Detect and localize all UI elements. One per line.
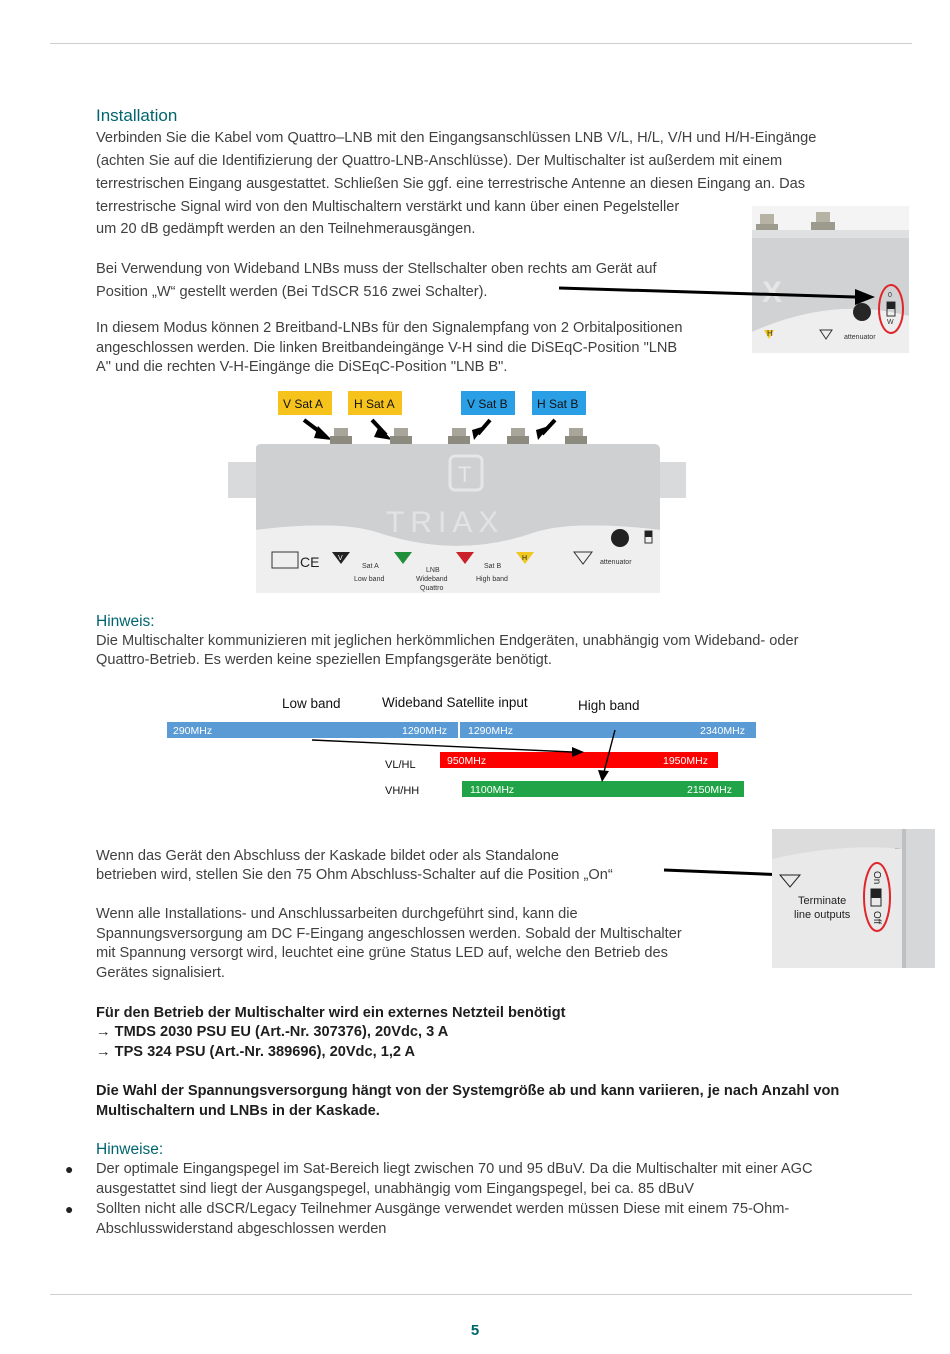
- hinweise-item-line: Der optimale Eingangspegel im Sat-Bereich liegt zwischen 70 und 95 dBuV. Da die Multischalter mit einer AGC: [96, 1161, 813, 1177]
- pointer-arrow-1: [555, 280, 885, 306]
- freq-label: 290MHz: [173, 725, 213, 737]
- text-line: Verbinden Sie die Kabel vom Quattro–LNB mit den Eingangsanschlüssen LNB V/L, H/L, V/H und H/H-Eingänge: [96, 130, 817, 146]
- freq-label: 1950MHz: [663, 755, 708, 767]
- zero-label: 0: [888, 292, 892, 299]
- label-text: V Sat B: [467, 397, 508, 411]
- hinweis-line: Quattro-Betrieb. Es werden keine speziellen Empfangsgeräte benötigt.: [96, 652, 552, 668]
- w-label: W: [887, 319, 894, 326]
- freq-label: 2150MHz: [687, 784, 732, 796]
- hinweise-item-line: Sollten nicht alle dSCR/Legacy Teilnehmer Ausgänge verwendet werden müssen Diese mit einem 75-Ohm-: [96, 1201, 790, 1217]
- hinweis-title: Hinweis:: [96, 613, 155, 630]
- brand-logo: TRIAX: [386, 506, 505, 539]
- on-label: On: [871, 871, 882, 885]
- terminate-photo-line1: Terminate: [798, 895, 847, 907]
- port-letter: H: [522, 555, 528, 562]
- power-note: Die Wahl der Spannungsversorgung hängt von der Systemgröße ab und kann variieren, je nach Anzahl von: [96, 1083, 840, 1099]
- svg-text:T: T: [458, 462, 472, 487]
- label-text: H Sat B: [537, 397, 579, 411]
- device-photo: [226, 390, 688, 593]
- attenuator-label: attenuator: [844, 334, 876, 341]
- ce-mark: CE: [300, 554, 320, 570]
- hinweise-item-line: Abschlusswiderstand abgeschlossen werden: [96, 1221, 387, 1237]
- freq-label: 1290MHz: [402, 725, 447, 737]
- psu-option: → TPS 324 PSU (Art.-Nr. 389696), 20Vdc, 1,2 A: [96, 1044, 416, 1060]
- text-line: Bei Verwendung von Wideband LNBs muss der Stellschalter oben rechts am Gerät auf: [96, 261, 657, 277]
- power-info-line: mit Spannung versorgt wird, leuchtet eine grüne Status LED auf, welche den Betrieb des: [96, 945, 668, 961]
- vl-hl-label: VL/HL: [385, 759, 416, 771]
- text-line: um 20 dB gedämpft werden an den Teilnehmerausgängen.: [96, 221, 476, 237]
- text-line: Position „W“ gestellt werden (Bei TdSCR 516 zwei Schalter).: [96, 284, 488, 300]
- sat-b-label: Sat B: [484, 563, 502, 570]
- freq-label: 950MHz: [447, 755, 487, 767]
- svg-text:X: X: [762, 276, 783, 309]
- h-label: H: [767, 329, 773, 338]
- text-line: terrestrischen Eingang ausgestattet. Schließen Sie ggf. eine terrestrische Antenne an diesen Eingang an. Das: [96, 176, 806, 192]
- quattro-label: Quattro: [420, 585, 444, 592]
- wideband-label: Wideband: [416, 576, 448, 583]
- wideband-heading: Wideband Satellite input: [382, 695, 528, 710]
- power-info-line: Gerätes signalisiert.: [96, 965, 225, 981]
- high-band-heading: High band: [578, 698, 640, 713]
- terminate-photo-line2: line outputs: [794, 909, 851, 921]
- attenuator-label: attenuator: [600, 559, 632, 566]
- freq-label: 1290MHz: [468, 725, 513, 737]
- vh-hh-label: VH/HH: [385, 785, 420, 797]
- label-text: V Sat A: [283, 397, 324, 411]
- text-line: (achten Sie auf die Identifizierung der Quattro-LNB-Anschlüsse). Der Multischalter ist außerdem mit einem: [96, 153, 783, 169]
- section-title-installation: Installation: [96, 106, 178, 125]
- port-letter: V: [338, 555, 343, 562]
- terminate-line: Wenn das Gerät den Abschluss der Kaskade bildet oder als Standalone: [96, 848, 559, 864]
- sat-a-label: Sat A: [362, 563, 379, 570]
- off-label: Off: [871, 911, 882, 925]
- header-rule: [50, 43, 912, 44]
- page-number: 5: [470, 1322, 480, 1339]
- footer-rule: [50, 1294, 912, 1295]
- hinweis-line: Die Multischalter kommunizieren mit jeglichen herkömmlichen Endgeräten, unabhängig vom Wideband- oder: [96, 633, 799, 649]
- hinweise-title: Hinweise:: [96, 1141, 164, 1158]
- power-note: Multischaltern und LNBs in der Kaskade.: [96, 1103, 380, 1119]
- bullet-icon: ●: [65, 1201, 74, 1217]
- text-line: In diesem Modus können 2 Breitband-LNBs für den Signalempfang von 2 Orbitalpositionen: [96, 320, 683, 336]
- text-line: terrestrische Signal wird von den Multischaltern verstärkt und kann über einen Pegelsteller: [96, 199, 680, 215]
- freq-label: 1100MHz: [470, 784, 515, 796]
- text-line: A" und die rechten V-H-Eingänge die DiSEqC-Position "LNB B".: [96, 359, 508, 375]
- freq-label: 2340MHz: [700, 725, 745, 737]
- low-band-heading: Low band: [282, 696, 341, 711]
- terminate-photo: [772, 829, 935, 968]
- bullet-icon: ●: [65, 1161, 74, 1177]
- power-info-line: Wenn alle Installations- und Anschlussarbeiten durchgeführt sind, kann die: [96, 906, 578, 922]
- label-text: H Sat A: [354, 397, 395, 411]
- lnb-label: LNB: [426, 567, 440, 574]
- power-heading: Für den Betrieb der Multischalter wird ein externes Netzteil benötigt: [96, 1005, 566, 1021]
- power-info-line: Spannungsversorgung am DC F-Eingang angeschlossen werden. Sobald der Multischalter: [96, 926, 682, 942]
- terminate-line: betrieben wird, stellen Sie den 75 Ohm Abschluss-Schalter auf die Position „On“: [96, 867, 613, 883]
- low-band-label: Low band: [354, 576, 385, 583]
- text-line: angeschlossen werden. Die linken Breitbandeingänge V-H sind die DiSEqC-Position "LNB: [96, 340, 678, 356]
- band-diagram: [160, 690, 760, 805]
- psu-option: → TMDS 2030 PSU EU (Art.-Nr. 307376), 20Vdc, 3 A: [96, 1024, 449, 1040]
- high-band-label: High band: [476, 576, 508, 583]
- hinweise-item-line: ausgestattet sind liegt der Ausgangspegel, unabhängig vom Eingangspegel, bei ca. 85 dBuV: [96, 1181, 694, 1197]
